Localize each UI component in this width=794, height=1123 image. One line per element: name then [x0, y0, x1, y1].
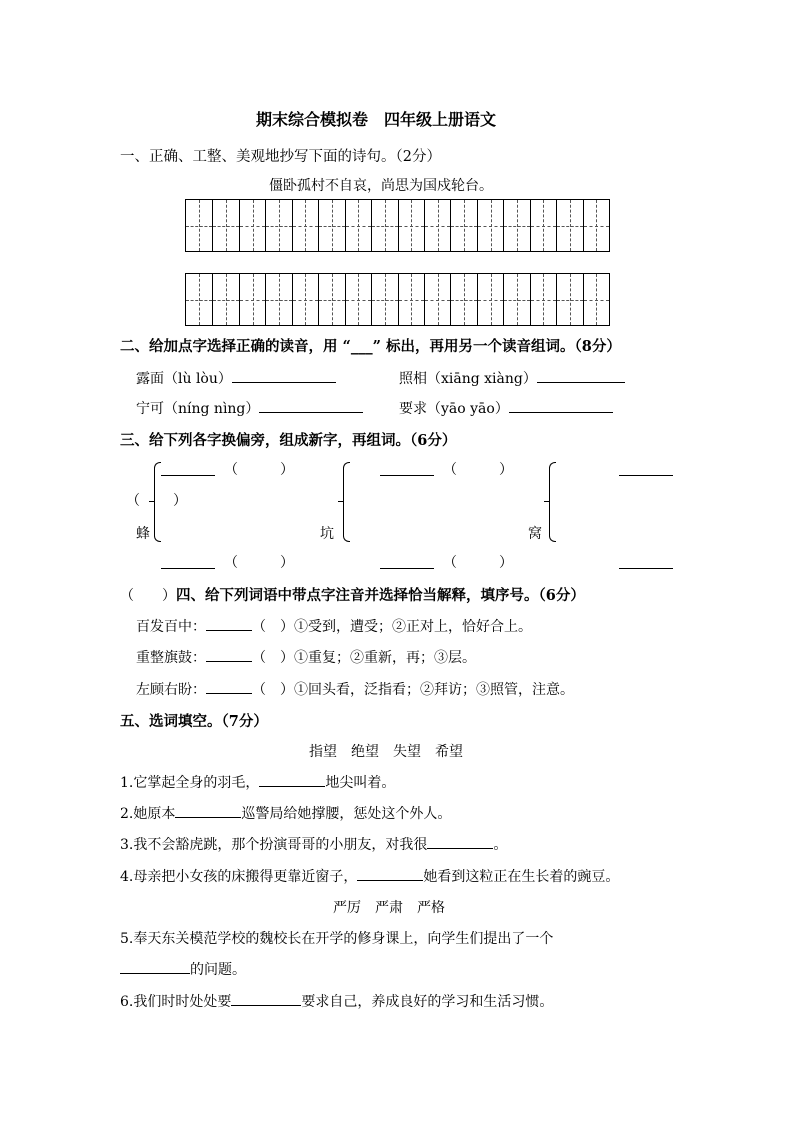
brace-tip [544, 501, 549, 502]
grid-guide-line [332, 274, 333, 325]
choice-paren[interactable]: （ ） [252, 682, 294, 698]
idiom: 重整旗鼓： [136, 650, 206, 666]
question-text: 巡警局给她撑腰，惩处这个外人。 [241, 806, 452, 822]
section-1-heading: 一、正确、工整、美观地抄写下面的诗句。（2分） [120, 149, 441, 165]
grid-guide-line [570, 200, 571, 251]
grid-cell[interactable] [212, 274, 238, 325]
answer-blank[interactable] [259, 774, 325, 787]
answer-blank[interactable] [357, 868, 423, 881]
definition-options: ①受到，遭受；②正对上，恰好合上。 [294, 619, 532, 635]
grid-guide-line [279, 274, 280, 325]
page-title: 期末综合模拟卷 四年级上册语文 [256, 110, 497, 129]
section-2-heading [120, 335, 621, 356]
word-paren[interactable]: （ ） [224, 462, 294, 478]
new-char-blank[interactable] [380, 463, 434, 476]
answer-blank[interactable] [537, 370, 625, 383]
writing-grid-1[interactable] [185, 199, 610, 252]
brace-3 [549, 462, 556, 542]
grid-guide-line [438, 200, 439, 251]
grid-guide-line [358, 274, 359, 325]
grid-cell[interactable] [556, 200, 582, 251]
grid-guide-line [253, 200, 254, 251]
question-text: 6.我们时时处处要 [120, 994, 232, 1010]
grid-cell[interactable] [477, 274, 503, 325]
word-paren-open[interactable]: （ [126, 493, 140, 509]
grid-cell[interactable] [530, 200, 556, 251]
grid-cell[interactable] [212, 200, 238, 251]
pinyin-item-label: 照相（xiāng xiàng） [399, 371, 537, 387]
fill-question-2 [120, 803, 451, 823]
section-3-heading-text: 三、给下列各字换偏旁，组成新字，再组词。（6分） [120, 432, 457, 449]
writing-grid-2[interactable] [185, 273, 610, 326]
section-4-heading-text: 四、给下列词语中带点字注音并选择恰当解释，填序号。（6分） [176, 587, 585, 604]
word-paren[interactable]: （ ） [443, 555, 513, 571]
section-4-heading [120, 584, 585, 605]
word-paren-close[interactable]: ） [173, 493, 187, 509]
grid-cell[interactable] [450, 274, 476, 325]
grid-guide-line [199, 200, 200, 251]
grid-guide-line [385, 274, 386, 325]
grid-guide-line [226, 274, 227, 325]
question-text: 地尖叫着。 [325, 775, 396, 791]
grid-cell[interactable] [292, 274, 318, 325]
answer-blank[interactable] [427, 836, 493, 849]
question-text: 她看到这粒正在生长着的豌豆。 [423, 869, 620, 885]
grid-cell[interactable] [239, 274, 265, 325]
fill-question-5 [120, 928, 553, 948]
answer-blank[interactable] [509, 400, 613, 413]
word-paren[interactable]: （ ） [443, 462, 513, 478]
definition-item-3 [136, 679, 574, 699]
grid-cell[interactable] [503, 200, 529, 251]
question-text: 3.我不会豁虎跳，那个扮演哥哥的小朋友，对我很 [120, 837, 428, 853]
grid-guide-line [253, 274, 254, 325]
base-char-2: 坑 [320, 526, 334, 542]
grid-guide-line [385, 200, 386, 251]
section-2-heading-text: 二、给加点字选择正确的读音，用 “___” 标出，再用另一个读音组词。（8分） [120, 338, 621, 355]
section-3-heading [120, 429, 456, 450]
grid-guide-line [570, 274, 571, 325]
grid-guide-line [491, 200, 492, 251]
fill-question-3 [120, 834, 507, 854]
pinyin-item-4 [399, 398, 613, 418]
question-text: 2.她原本 [120, 806, 176, 822]
answer-blank[interactable] [120, 961, 190, 974]
brace-2 [343, 462, 350, 542]
grid-guide-line [226, 200, 227, 251]
grid-guide-line [464, 200, 465, 251]
choice-paren[interactable]: （ ） [252, 650, 294, 666]
idiom: 百发百中： [136, 619, 206, 635]
grid-guide-line [491, 274, 492, 325]
grid-cell[interactable] [265, 200, 291, 251]
word-paren[interactable]: （ ） [224, 555, 294, 571]
grid-guide-line [543, 200, 544, 251]
grid-cell[interactable] [583, 200, 609, 251]
grid-cell[interactable] [398, 274, 424, 325]
grid-guide-line [279, 200, 280, 251]
grid-cell[interactable] [450, 200, 476, 251]
answer-blank[interactable] [175, 805, 241, 818]
pinyin-blank[interactable] [206, 649, 252, 662]
grid-cell[interactable] [345, 200, 371, 251]
word-bank-1: 指望 绝望 失望 希望 [309, 744, 463, 760]
grid-cell[interactable] [186, 200, 212, 251]
grid-cell[interactable] [530, 274, 556, 325]
grid-guide-line [517, 200, 518, 251]
grid-cell[interactable] [345, 274, 371, 325]
definition-item-1 [136, 616, 532, 636]
new-char-blank[interactable] [380, 556, 434, 569]
grid-cell[interactable] [503, 274, 529, 325]
answer-blank[interactable] [231, 993, 301, 1006]
question-text: 要求自己，养成良好的学习和生活习惯。 [301, 994, 554, 1010]
definition-options: ①回头看，泛指看；②拜访；③照管，注意。 [294, 682, 574, 698]
answer-blank[interactable] [259, 400, 363, 413]
grid-guide-line [438, 274, 439, 325]
grid-cell[interactable] [318, 274, 344, 325]
grid-guide-line [464, 274, 465, 325]
fill-question-6 [120, 991, 553, 1011]
grid-cell[interactable] [424, 200, 450, 251]
pinyin-item-label: 宁可（níng nìng） [136, 401, 260, 417]
grid-guide-line [596, 200, 597, 251]
grid-cell[interactable] [583, 274, 609, 325]
fill-question-5-cont [120, 959, 246, 979]
choice-paren[interactable]: （ ） [252, 619, 294, 635]
pinyin-item-1 [136, 368, 336, 388]
section-4-lead-paren[interactable]: （ ） [120, 588, 176, 604]
question-text: 的问题。 [190, 962, 246, 978]
base-char-3: 窝 [528, 526, 542, 542]
grid-guide-line [543, 274, 544, 325]
pinyin-item-3 [136, 398, 363, 418]
question-text: 1.它掌起全身的羽毛， [120, 775, 260, 791]
fill-question-4 [120, 866, 619, 886]
word-bank-2: 严厉 严肃 严格 [333, 900, 445, 916]
grid-guide-line [411, 200, 412, 251]
grid-cell[interactable] [556, 274, 582, 325]
brace-tip [149, 501, 154, 502]
grid-guide-line [517, 274, 518, 325]
grid-cell[interactable] [239, 200, 265, 251]
grid-cell[interactable] [371, 274, 397, 325]
question-text: 。 [493, 837, 508, 853]
grid-cell[interactable] [398, 200, 424, 251]
brace-tip [338, 501, 343, 502]
question-text: 4.母亲把小女孩的床搬得更靠近窗子， [120, 869, 358, 885]
fill-question-1 [120, 772, 395, 792]
base-char-1: 蜂 [136, 526, 150, 542]
new-char-blank[interactable] [161, 556, 215, 569]
section-5-heading-text: 五、选词填空。（7分） [120, 713, 268, 730]
pinyin-item-2 [399, 368, 625, 388]
new-char-blank[interactable] [619, 556, 673, 569]
grid-guide-line [411, 274, 412, 325]
question-text: 5.奉天东关模范学校的魏校长在开学的修身课上，向学生们提出了一个 [120, 931, 554, 947]
grid-cell[interactable] [265, 274, 291, 325]
new-char-blank[interactable] [161, 463, 215, 476]
grid-cell[interactable] [318, 200, 344, 251]
grid-guide-line [305, 200, 306, 251]
grid-cell[interactable] [186, 274, 212, 325]
definition-options: ①重复；②重新，再；③层。 [294, 650, 476, 666]
poem-line: 僵卧孤村不自哀，尚思为国戍轮台。 [269, 178, 493, 194]
grid-cell[interactable] [371, 200, 397, 251]
grid-guide-line [305, 274, 306, 325]
grid-guide-line [358, 200, 359, 251]
grid-guide-line [596, 274, 597, 325]
pinyin-item-label: 露面（lù lòu） [136, 371, 232, 387]
pinyin-item-label: 要求（yāo yāo） [399, 401, 509, 417]
grid-cell[interactable] [292, 200, 318, 251]
grid-guide-line [199, 274, 200, 325]
idiom: 左顾右盼： [136, 682, 206, 698]
answer-blank[interactable] [232, 370, 336, 383]
new-char-blank[interactable] [619, 463, 673, 476]
definition-item-2 [136, 647, 476, 667]
section-5-heading [120, 710, 268, 731]
grid-cell[interactable] [424, 274, 450, 325]
pinyin-blank[interactable] [206, 618, 252, 631]
grid-cell[interactable] [477, 200, 503, 251]
pinyin-blank[interactable] [206, 681, 252, 694]
grid-guide-line [332, 200, 333, 251]
brace-1 [154, 462, 161, 542]
